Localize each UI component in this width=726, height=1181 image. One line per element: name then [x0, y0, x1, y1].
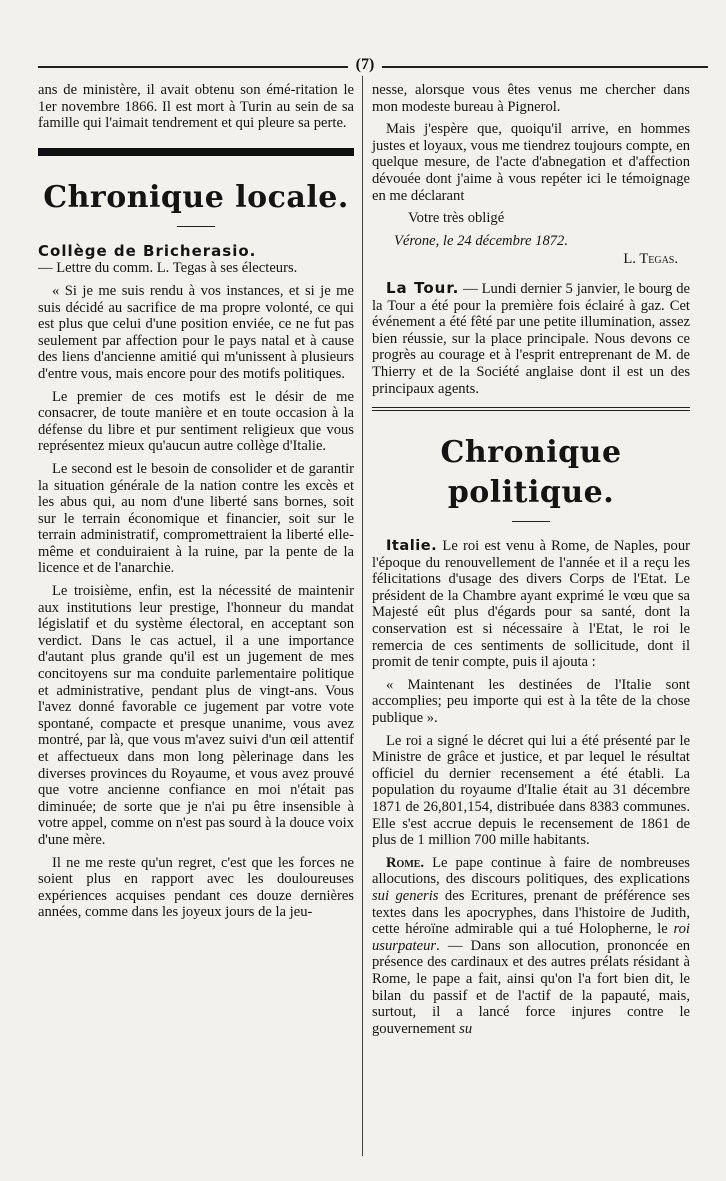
- letter-date: Vérone, le 24 décembre 1872.: [394, 232, 568, 249]
- letter-paragraph-1: « Si je me suis rendu à vos instances, et si je me suis décidé au sacrifice de ma propre volonté, ce qui est plus que celui d'une position enviée, ce ne fut pas seulement par affection pour le pays natal et à cause des liens d'ancienne amitié qui m'unissent à plusieurs d'entre vous, mais encore pour des motifs politiques.: [38, 282, 354, 382]
- latour-lead: La Tour.: [386, 278, 460, 297]
- letter-paragraph-4: Le troisième, enfin, est la nécessité de maintenir aux institutions leur prestige, l'honneur du mandat législatif et du système électoral, en acceptant son verdict. Dans le cas actuel, il a une importance d'autant plus grande qu'il est un jugement de mes concitoyens sur ma conduite parlementaire politique et administrative, pendant plus de vingt-ans. Vous l'avez donné favorable ce jugement par votre vote spontané, compacte et presque unanime, vous avez montré, par là, que vous m'avez suivi d'un œil attentif et affectueux dans mon long pèlerinage dans les diverses provinces du Royaume, et vous avez prouvé que votre ancienne confiance en moi n'était pas diminuée; de sorte que je n'ai pu être insensible à votre appel, comme on n'est pas sourd à la douce voix d'une mère.: [38, 583, 354, 848]
- column-divider: [362, 76, 363, 1156]
- letter-paragraph-hope: Mais j'espère que, quoiqu'il arrive, en hommes justes et loyaux, vous me tiendrez toujours compte, en quelque mesure, de l'acte d'abnegation et d'affection dévouée dont j'aime à vous repéter ici le témoignage en me déclarant: [372, 121, 690, 204]
- rome-italic-2: roi usurpateur: [372, 921, 690, 954]
- decree-paragraph: Le roi a signé le décret qui lui a été présenté par le Ministre de grâce et justice, et par lequel le résultat officiel du dernier recensement a été établi. La population du royaume d'Italie était au 31 décembre 1871 de 26,801,154, distribuée dans 8383 communes. Elle s'est accrue depuis le recensement de 1861 de plus de 1 million 700 mille habitants.: [372, 732, 690, 849]
- letter-signature: L. Tegas.: [623, 251, 678, 268]
- king-quote: « Maintenant les destinées de l'Italie sont accomplies; peu importe qui est à la tête de la chose publique ».: [372, 676, 690, 727]
- college-lead: Collège de Bricherasio.: [38, 241, 257, 260]
- rome-text-c: . — Dans son allocution, prononcée en présence des cardinaux et des autres prélats résidant à Rome, le pape a fait, ainsi qu'on l'a fort bien dit, le bilan du passif et de l'actif de la papauté, mais, surtout, il a lancé force injures contre le gouvernement: [372, 937, 690, 1037]
- right-column: [372, 82, 690, 1043]
- italie-lead: Italie.: [386, 537, 438, 555]
- continuation-paragraph: ans de ministère, il avait obtenu son émé-ritation le 1er novembre 1866. Il est mort à Turin au sein de sa famille qui l'aimait tendrement et qui pleure sa perte.: [38, 82, 354, 132]
- latour-paragraph: [372, 280, 690, 397]
- section-separator: [38, 148, 354, 156]
- letter-continuation: nesse, alorsque vous êtes venus me chercher dans mon modeste bureau à Pignerol.: [372, 82, 690, 115]
- letter-paragraph-3: Le second est le besoin de consolider et de garantir la situation générale de la nation contre les excès et les abus qui, au nom d'une liberté sans bornes, soit sur le terrain économique et financier, soit sur le terrain administratif, compromettraient la liberté elle-même et conduiraient à la ruine, par la pente de la licence et de l'anarchie.: [38, 460, 354, 577]
- college-intro: — Lettre du comm. L. Tegas à ses électeurs.: [38, 260, 298, 277]
- italie-text: Le roi est venu à Rome, de Naples, pour l'époque du renouvellement de l'année et il a reçu les félicitations d'usage des divers Corps de l'Etat. Le président de la Chambre ayant exprimé le vœu que sa Majesté eût plus d'égards pour sa santé, dont la conservation est si nécessaire à l'Etat, le roi le remercia de ces sentiments de sollicitude, dont il promit de tenir compte, puis il ajouta :: [372, 538, 690, 671]
- italie-paragraph: [372, 538, 690, 671]
- section-title-locale: Chronique locale.: [43, 179, 349, 215]
- short-rule: [177, 226, 215, 227]
- latour-text: — Lundi dernier 5 janvier, le bourg de la Tour a été pour la première fois éclairé à gaz. Cet événement a été fêté par une petite illumination, assez bien réussie, sur la place principale. Nous devons ce progrès au courage et à l'esprit entreprenant de M. de Thierry et de la Société anglaise dont il est un des principaux agents.: [372, 280, 690, 397]
- letter-paragraph-5: Il ne me reste qu'un regret, c'est que les forces ne soient plus en rapport avec les douloureuses expériences acquises pendant ces douze dernières années, comme dans les joyeux jours de la jeu-: [38, 854, 354, 921]
- section-separator: [372, 407, 690, 411]
- college-heading: [38, 243, 354, 277]
- rome-text-a: Le pape continue à faire de nombreuses allocutions, des discours politiques, des explications: [372, 854, 690, 888]
- rome-lead: Rome.: [386, 854, 425, 871]
- letter-paragraph-2: Le premier de ces motifs est le désir de me consacrer, de toute manière et en toute occasion à la défense du libre et pur sentiment religieux que vous représentez mieux qu'aucun autre collège d'Italie.: [38, 388, 354, 455]
- rome-text-b: des Ecritures, prenant de préférence ses textes dans les apocryphes, dans l'histoire de Judith, cette héroïne admirable qui a tué Holopherne, le: [372, 887, 690, 938]
- page-number: (7): [348, 55, 382, 75]
- letter-signoff: Votre très obligé: [408, 210, 505, 227]
- left-column: [38, 82, 354, 927]
- rome-italic-1: sui generis: [372, 887, 439, 904]
- section-title-politique: Chronique politique.: [440, 435, 622, 511]
- rome-paragraph: [372, 855, 690, 1038]
- rome-italic-3: su: [459, 1020, 473, 1037]
- short-rule: [512, 521, 550, 522]
